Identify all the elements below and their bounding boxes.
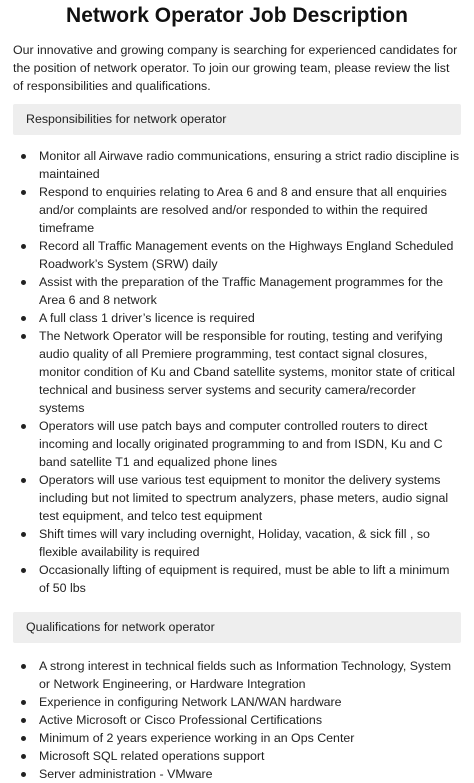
- bullet-icon: [21, 424, 26, 429]
- bullet-icon: [21, 700, 26, 705]
- list-item: [13, 183, 461, 237]
- list-item: [13, 657, 461, 693]
- bullet-icon: [21, 478, 26, 483]
- list-item: [13, 273, 461, 309]
- list-item-text: Operators will use various test equipment to monitor the delivery systems including but not limited to spectrum analyzers, phase meters, audio signal test equipment, and telco test equipment: [39, 473, 449, 523]
- intro-paragraph: Our innovative and growing company is searching for experienced candidates for the position of network operator. To join our growing team, please review the list of responsibilities and qualifications.: [13, 43, 458, 93]
- bullet-icon: [21, 718, 26, 723]
- list-item-text: Operators will use patch bays and computer controlled routers to direct incoming and locally originated programming to and from ISDN, Ku and C band satellite T1 and equalized phone lines: [39, 419, 443, 469]
- list-item-text: Shift times will vary including overnight, Holiday, vacation, & sick fill , so flexible availability is required: [39, 527, 430, 559]
- list-item: [13, 711, 461, 729]
- list-item-text: Server administration - VMware: [39, 767, 213, 781]
- bullet-icon: [21, 334, 26, 339]
- list-item: [13, 237, 461, 273]
- list-item-text: A full class 1 driver’s licence is required: [39, 311, 255, 325]
- list-item-text: Record all Traffic Management events on the Highways England Scheduled Roadwork’s System (SRW) daily: [39, 239, 454, 271]
- bullet-icon: [21, 754, 26, 759]
- list-item-text: Occasionally lifting of equipment is required, must be able to lift a minimum of 50 lbs: [39, 563, 450, 595]
- list-item: [13, 561, 461, 597]
- qualifications-list: [13, 657, 461, 783]
- list-item-text: Active Microsoft or Cisco Professional Certifications: [39, 713, 323, 727]
- list-item-text: A strong interest in technical fields such as Information Technology, System or Network Engineering, or Hardware Integration: [39, 659, 452, 691]
- list-item: [13, 309, 461, 327]
- responsibilities-header: Responsibilities for network operator: [13, 104, 461, 135]
- list-item-text: Experience in configuring Network LAN/WAN hardware: [39, 695, 342, 709]
- list-item: [13, 765, 461, 783]
- list-item: [13, 147, 461, 183]
- bullet-icon: [21, 568, 26, 573]
- list-item-text: Microsoft SQL related operations support: [39, 749, 265, 763]
- list-item: [13, 417, 461, 471]
- list-item: [13, 327, 461, 417]
- list-item: [13, 747, 461, 765]
- bullet-icon: [21, 244, 26, 249]
- list-item-text: Respond to enquiries relating to Area 6 and 8 and ensure that all enquiries and/or complaints are resolved and/or responded to within the required timeframe: [39, 185, 447, 235]
- list-item: [13, 729, 461, 747]
- page-title: Network Operator Job Description: [66, 4, 408, 27]
- list-item-text: Monitor all Airwave radio communications, ensuring a strict radio discipline is maintained: [39, 149, 460, 181]
- bullet-icon: [21, 280, 26, 285]
- list-item: [13, 693, 461, 711]
- list-item-text: The Network Operator will be responsible for routing, testing and verifying audio quality of all Premiere programming, test contact signal closures, monitor condition of Ku and Cband satellite systems, monitor state of critical technical and business server systems and security camera/recorder systems: [39, 329, 455, 415]
- list-item-text: Minimum of 2 years experience working in an Ops Center: [39, 731, 355, 745]
- bullet-icon: [21, 316, 26, 321]
- responsibilities-list: [13, 147, 461, 597]
- qualifications-header: Qualifications for network operator: [13, 612, 461, 643]
- bullet-icon: [21, 772, 26, 777]
- bullet-icon: [21, 154, 26, 159]
- bullet-icon: [21, 664, 26, 669]
- list-item-text: Assist with the preparation of the Traffic Management programmes for the Area 6 and 8 network: [39, 275, 444, 307]
- bullet-icon: [21, 532, 26, 537]
- bullet-icon: [21, 736, 26, 741]
- bullet-icon: [21, 190, 26, 195]
- list-item: [13, 471, 461, 525]
- list-item: [13, 525, 461, 561]
